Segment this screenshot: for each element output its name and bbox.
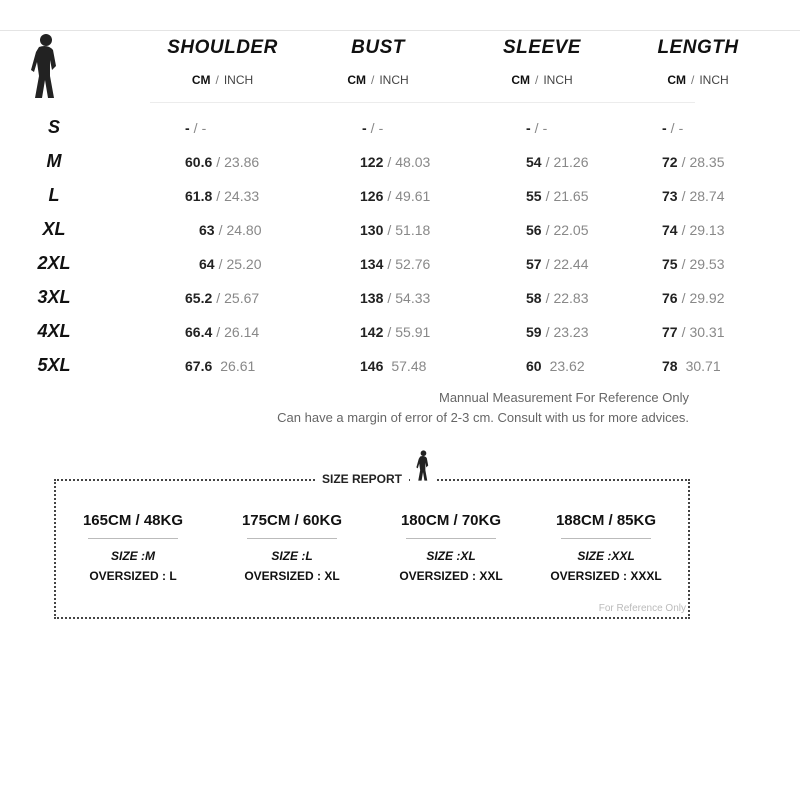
cm-value: 64: [199, 256, 215, 272]
size-label: 4XL: [37, 321, 71, 341]
inch-value: 57.48: [391, 358, 427, 374]
inch-value: -: [201, 120, 207, 136]
sleeve-cell: [526, 154, 589, 170]
oversized-size: OVERSIZED : XL: [244, 569, 340, 583]
value-separator: /: [218, 256, 223, 272]
length-cell: [662, 188, 725, 204]
inch-value: 30.71: [685, 358, 721, 374]
inch-value: 48.03: [395, 154, 431, 170]
cm-value: 75: [662, 256, 678, 272]
size-label: S: [47, 117, 60, 137]
unit-separator: /: [370, 73, 375, 87]
column-title: BUST: [351, 37, 405, 58]
table-row: [0, 281, 800, 315]
shoulder-cell: [185, 120, 206, 136]
length-cell: [662, 120, 683, 136]
cm-value: 63: [199, 222, 215, 238]
recommended-size: SIZE :XXL: [577, 549, 635, 563]
inch-value: -: [542, 120, 548, 136]
value-separator: /: [545, 290, 550, 306]
column-units: [150, 73, 295, 87]
cm-value: 146: [360, 358, 384, 374]
cm-value: 122: [360, 154, 384, 170]
column-title: LENGTH: [657, 37, 739, 58]
value-separator: /: [545, 154, 550, 170]
inch-value: 23.23: [553, 324, 589, 340]
column-header-length: [638, 37, 758, 87]
column-header-sleeve: [482, 37, 602, 87]
unit-cm: CM: [347, 73, 366, 87]
cm-value: -: [185, 120, 190, 136]
inch-value: -: [678, 120, 684, 136]
inch-value: 51.18: [395, 222, 431, 238]
column-header-bust: [318, 37, 438, 87]
cm-value: 59: [526, 324, 542, 340]
silhouette-figure-icon: [26, 32, 64, 102]
header-divider: [150, 102, 695, 103]
table-row: [0, 111, 800, 145]
value-separator: /: [193, 120, 198, 136]
recommended-size: SIZE :L: [271, 549, 313, 563]
cm-value: 138: [360, 290, 384, 306]
cm-value: 61.8: [185, 188, 213, 204]
entry-divider: [88, 538, 178, 539]
value-separator: /: [681, 290, 686, 306]
unit-cm: CM: [191, 73, 211, 87]
cm-value: 65.2: [185, 290, 213, 306]
cm-value: 66.4: [185, 324, 213, 340]
value-separator: /: [681, 188, 686, 204]
oversized-size: OVERSIZED : XXL: [399, 569, 503, 583]
cm-value: 134: [360, 256, 384, 272]
cm-value: 78: [662, 358, 678, 374]
cm-value: 67.6: [185, 358, 213, 374]
value-separator: /: [216, 324, 221, 340]
value-separator: /: [216, 154, 221, 170]
cm-value: 130: [360, 222, 384, 238]
unit-separator: /: [534, 73, 539, 87]
sleeve-cell: [526, 256, 589, 272]
column-units: [638, 73, 758, 87]
length-cell: [662, 290, 725, 306]
column-header-shoulder: [150, 37, 295, 87]
unit-separator: /: [215, 73, 219, 87]
value-separator: /: [387, 324, 392, 340]
length-cell: [662, 222, 725, 238]
reference-note: For Reference Only: [598, 603, 686, 614]
bust-cell: [360, 324, 430, 340]
report-entry: [526, 512, 686, 583]
height-weight: 180CM / 70KG: [400, 512, 502, 529]
value-separator: /: [218, 222, 223, 238]
column-title: SLEEVE: [503, 37, 581, 58]
cm-value: 77: [662, 324, 678, 340]
inch-value: 24.80: [226, 222, 262, 238]
unit-inch: INCH: [699, 73, 729, 87]
inch-value: 29.53: [689, 256, 725, 272]
value-separator: /: [681, 256, 686, 272]
cm-value: 72: [662, 154, 678, 170]
inch-value: 29.13: [689, 222, 725, 238]
inch-value: 49.61: [395, 188, 431, 204]
column-title: SHOULDER: [167, 37, 278, 58]
cm-value: 56: [526, 222, 542, 238]
inch-value: 54.33: [395, 290, 431, 306]
cm-value: 58: [526, 290, 542, 306]
shoulder-cell: [185, 154, 259, 170]
cm-value: 60: [526, 358, 542, 374]
value-separator: /: [545, 222, 550, 238]
bust-cell: [360, 358, 426, 374]
inch-value: 23.62: [549, 358, 585, 374]
top-divider: [0, 30, 800, 31]
value-separator: /: [681, 222, 686, 238]
measurement-note: Mannual Measurement For Reference Only: [438, 390, 689, 405]
report-entry: [212, 512, 372, 583]
height-weight: 165CM / 48KG: [82, 512, 184, 529]
table-row: [0, 247, 800, 281]
shoulder-cell: [185, 188, 259, 204]
table-row: [0, 179, 800, 213]
inch-value: -: [378, 120, 384, 136]
inch-value: 24.33: [224, 188, 260, 204]
report-entry: [53, 512, 213, 583]
bust-cell: [362, 120, 383, 136]
inch-value: 29.92: [689, 290, 725, 306]
value-separator: /: [387, 154, 392, 170]
sleeve-cell: [526, 324, 589, 340]
inch-value: 25.67: [224, 290, 260, 306]
height-weight: 188CM / 85KG: [555, 512, 657, 529]
value-separator: /: [534, 120, 539, 136]
value-separator: /: [216, 290, 221, 306]
table-row: [0, 213, 800, 247]
height-weight: 175CM / 60KG: [241, 512, 343, 529]
value-separator: /: [545, 188, 550, 204]
size-label: 5XL: [37, 355, 71, 375]
cm-value: 57: [526, 256, 542, 272]
length-cell: [662, 256, 725, 272]
inch-value: 25.20: [226, 256, 262, 272]
size-label: 2XL: [37, 253, 71, 273]
inch-value: 30.31: [689, 324, 725, 340]
unit-inch: INCH: [543, 73, 573, 87]
sleeve-cell: [526, 358, 585, 374]
value-separator: /: [681, 324, 686, 340]
cm-value: 60.6: [185, 154, 213, 170]
unit-cm: CM: [511, 73, 530, 87]
unit-inch: INCH: [379, 73, 409, 87]
report-entry: [371, 512, 531, 583]
table-row: [0, 349, 800, 383]
unit-separator: /: [690, 73, 695, 87]
value-separator: /: [387, 290, 392, 306]
shoulder-cell: [199, 222, 262, 238]
entry-divider: [247, 538, 337, 539]
size-label: L: [48, 185, 60, 205]
shoulder-cell: [185, 290, 259, 306]
value-separator: /: [370, 120, 375, 136]
cm-value: 76: [662, 290, 678, 306]
bust-cell: [360, 290, 430, 306]
inch-value: 21.26: [553, 154, 589, 170]
bust-cell: [360, 256, 430, 272]
value-separator: /: [387, 222, 392, 238]
cm-value: -: [526, 120, 531, 136]
inch-value: 22.83: [553, 290, 589, 306]
inch-value: 26.14: [224, 324, 260, 340]
length-cell: [662, 358, 721, 374]
inch-value: 28.35: [689, 154, 725, 170]
bust-cell: [360, 188, 430, 204]
value-separator: /: [216, 188, 221, 204]
table-row: [0, 315, 800, 349]
bust-cell: [360, 154, 430, 170]
oversized-size: OVERSIZED : L: [89, 569, 177, 583]
cm-value: 73: [662, 188, 678, 204]
cm-value: 54: [526, 154, 542, 170]
recommended-size: SIZE :XL: [426, 549, 476, 563]
inch-value: 22.05: [553, 222, 589, 238]
cm-value: 55: [526, 188, 542, 204]
shoulder-cell: [185, 324, 259, 340]
inch-value: 22.44: [553, 256, 589, 272]
bust-cell: [360, 222, 430, 238]
size-label: 3XL: [37, 287, 71, 307]
length-cell: [662, 154, 725, 170]
sleeve-cell: [526, 188, 589, 204]
margin-note: Can have a margin of error of 2-3 cm. Consult with us for more advices.: [277, 410, 689, 425]
size-label: XL: [42, 219, 66, 239]
cm-value: -: [362, 120, 367, 136]
entry-divider: [561, 538, 651, 539]
sleeve-cell: [526, 120, 547, 136]
inch-value: 52.76: [395, 256, 431, 272]
value-separator: /: [670, 120, 675, 136]
unit-cm: CM: [667, 73, 686, 87]
recommended-size: SIZE :M: [111, 549, 155, 563]
size-report-title: SIZE REPORT: [316, 472, 408, 486]
cm-value: -: [662, 120, 667, 136]
unit-inch: INCH: [223, 73, 254, 87]
inch-value: 26.61: [220, 358, 256, 374]
oversized-size: OVERSIZED : XXXL: [550, 569, 662, 583]
sleeve-cell: [526, 222, 589, 238]
length-cell: [662, 324, 725, 340]
table-row: [0, 145, 800, 179]
inch-value: 23.86: [224, 154, 260, 170]
cm-value: 74: [662, 222, 678, 238]
silhouette-figure-icon: [410, 446, 436, 491]
column-units: [482, 73, 602, 87]
cm-value: 142: [360, 324, 384, 340]
shoulder-cell: [199, 256, 262, 272]
value-separator: /: [545, 256, 550, 272]
inch-value: 21.65: [553, 188, 589, 204]
value-separator: /: [681, 154, 686, 170]
inch-value: 55.91: [395, 324, 431, 340]
value-separator: /: [545, 324, 550, 340]
column-units: [318, 73, 438, 87]
cm-value: 126: [360, 188, 384, 204]
inch-value: 28.74: [689, 188, 725, 204]
entry-divider: [406, 538, 496, 539]
shoulder-cell: [185, 358, 255, 374]
value-separator: /: [387, 188, 392, 204]
sleeve-cell: [526, 290, 589, 306]
size-label: M: [46, 151, 62, 171]
value-separator: /: [387, 256, 392, 272]
